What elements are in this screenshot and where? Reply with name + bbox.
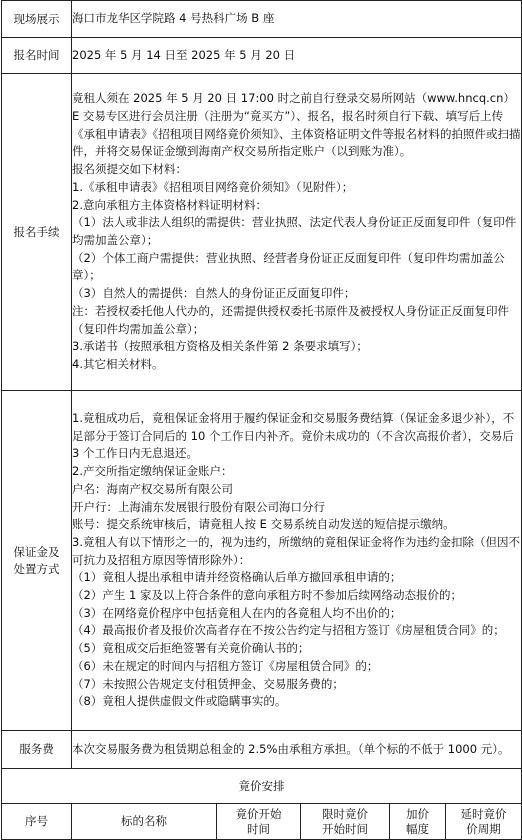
auction-header-row [2, 804, 522, 840]
header-index [2, 804, 72, 840]
deposit-label [2, 391, 72, 731]
registration-time-value: 2025 年 5 月 14 日至 2025 年 5 月 20 日 [72, 38, 522, 74]
location-row [2, 1, 522, 38]
deposit-row [2, 391, 522, 731]
header-item-name [72, 804, 217, 840]
service-fee-value: 本次交易服务费为租赁期总租金的 2.5%由承租方承担。（单个标的不低于 1000 元）。 [72, 731, 522, 769]
location-value: 海口市龙华区学院路 4 号热科广场 B 座 [72, 1, 522, 38]
deposit-paragraph: 开户行：上海浦东发展银行股份有限公司海口分行 [72, 499, 325, 514]
header-text: 价周期 [466, 821, 501, 836]
header-increment [390, 804, 446, 840]
procedure-paragraph: 3.承诺书（按照承租方资格及相关条件第 2 条要求填写）； [72, 339, 368, 354]
procedure-paragraph: 注：若授权委托他人代办的，还需提供授权委托书原件及被授权人身份证正反面复印件（复印件均需加盖公章）； [72, 303, 509, 336]
procedure-paragraph: （1）法人或非法人组织的需提供：营业执照、法定代表人身份证正反面复印件（复印件均需加盖公章）； [72, 215, 517, 247]
deposit-label-line: 保证金及 [13, 544, 60, 559]
procedure-paragraph: 2.意向承租方主体资格材料证明材料： [72, 197, 267, 212]
deposit-paragraph: （6）未在规定的时间内与招租方签订《房屋租赁合同》的； [72, 658, 379, 673]
header-text: 开始时间 [322, 821, 368, 836]
service-fee-label: 服务费 [2, 731, 72, 769]
header-text: 时间 [247, 821, 270, 836]
header-text: 竟价开始 [235, 806, 282, 821]
deposit-paragraph: 户名：海南产权交易所有限公司 [72, 481, 233, 496]
deposit-paragraph: （4）最高报价者及报价次高者存在不按公告约定与招租方签订《房屋租赁合同》的； [72, 623, 505, 638]
procedure-paragraph: 报名须提交如下材料： [72, 162, 187, 177]
deposit-paragraph: 2.产交所指定缴纳保证金账户： [72, 464, 233, 479]
deposit-content [72, 391, 522, 731]
service-fee-row [2, 731, 522, 769]
location-label: 现场展示 [2, 1, 72, 38]
registration-time-row [2, 38, 522, 74]
procedure-paragraph: （2）个体工商户需提供：营业执照、经营者身份证正反面复印件（复印件均需加盖公章）； [72, 250, 505, 283]
deposit-paragraph: （2）产生 1 家及以上符合条件的意向承租方时不参加后续网络动态报价的； [72, 588, 462, 603]
auction-title-row [2, 769, 522, 804]
registration-time-label: 报名时间 [2, 38, 72, 74]
deposit-paragraph: （5）竟租成交后拒绝签署有关竟价确认书的； [72, 641, 310, 656]
header-text: 限时竟价 [322, 806, 368, 821]
header-text: 加价 [406, 806, 429, 821]
deposit-paragraph: （8）竟租人提供虚假文件或隐瞒事实的。 [72, 694, 287, 709]
deposit-label-line: 处置方式 [13, 561, 60, 576]
header-timed-start [301, 804, 390, 840]
header-text: 延时竟价 [460, 806, 507, 821]
header-text: 标的名称 [121, 814, 167, 828]
procedure-paragraph: （3）自然人的需提供：自然人的身份证正反面复印件； [72, 286, 356, 301]
deposit-paragraph: 账号：提交系统审核后，请竟租人按 E 交易系统自动发送的短信提示缴纳。 [72, 517, 455, 532]
registration-procedure-label: 报名手续 [2, 74, 72, 391]
procedure-paragraph: 4.其它相关材料。 [72, 356, 164, 371]
auction-title: 竟价安排 [2, 769, 522, 804]
announcement-table [1, 0, 522, 840]
registration-procedure-content [72, 74, 522, 391]
deposit-paragraph: （1）竟租人提出承租申请并经资格确认后单方撤回承租申请的； [72, 570, 402, 585]
header-extension-period [446, 804, 522, 840]
header-start-time [217, 804, 301, 840]
deposit-paragraph: 1.竟租成功后，竟租保证金将用于履约保证金和交易服务费结算（保证金多退少补），不足部分于签订合同后的 10 个工作日内补齐。竟价未成功的（不含次高报价者），交易后 3 个工作日内无息退还。 [72, 411, 515, 461]
deposit-paragraph: （7）未按照公告规定支付租赁押金、交易服务费的； [72, 676, 344, 691]
procedure-paragraph: 1.《承租申请表》《招租项目网络竟价须知》（见附件）； [72, 179, 354, 194]
deposit-paragraph: 3.竟租人有以下情形之一的，视为违约，所缴纳的竟租保证金将作为违约金扣除（但因不可抗力及招租方原因等情形除外）： [72, 534, 520, 567]
deposit-paragraph: （3）在网络竟价程序中包括竟租人在内的各竟租人均不出价的； [72, 605, 402, 620]
registration-procedure-row [2, 74, 522, 391]
header-text: 序号 [25, 814, 48, 828]
header-text: 幅度 [406, 821, 429, 836]
procedure-paragraph: 竟租人须在 2025 年 5 月 20 日 17:00 时之前自行登录交易所网站（www.hncq.cn）E 交易专区进行会员注册（注册为“竟买方”）、报名，报名时须自行下载、填写后上传《承租申请表》《招租项目网络竟价须知》、主体资格证明文件等报名材料的拍照件或扫描件，并将交易保证金缴到海南产权交易所指定账户（以到账为准）。 [72, 91, 521, 159]
